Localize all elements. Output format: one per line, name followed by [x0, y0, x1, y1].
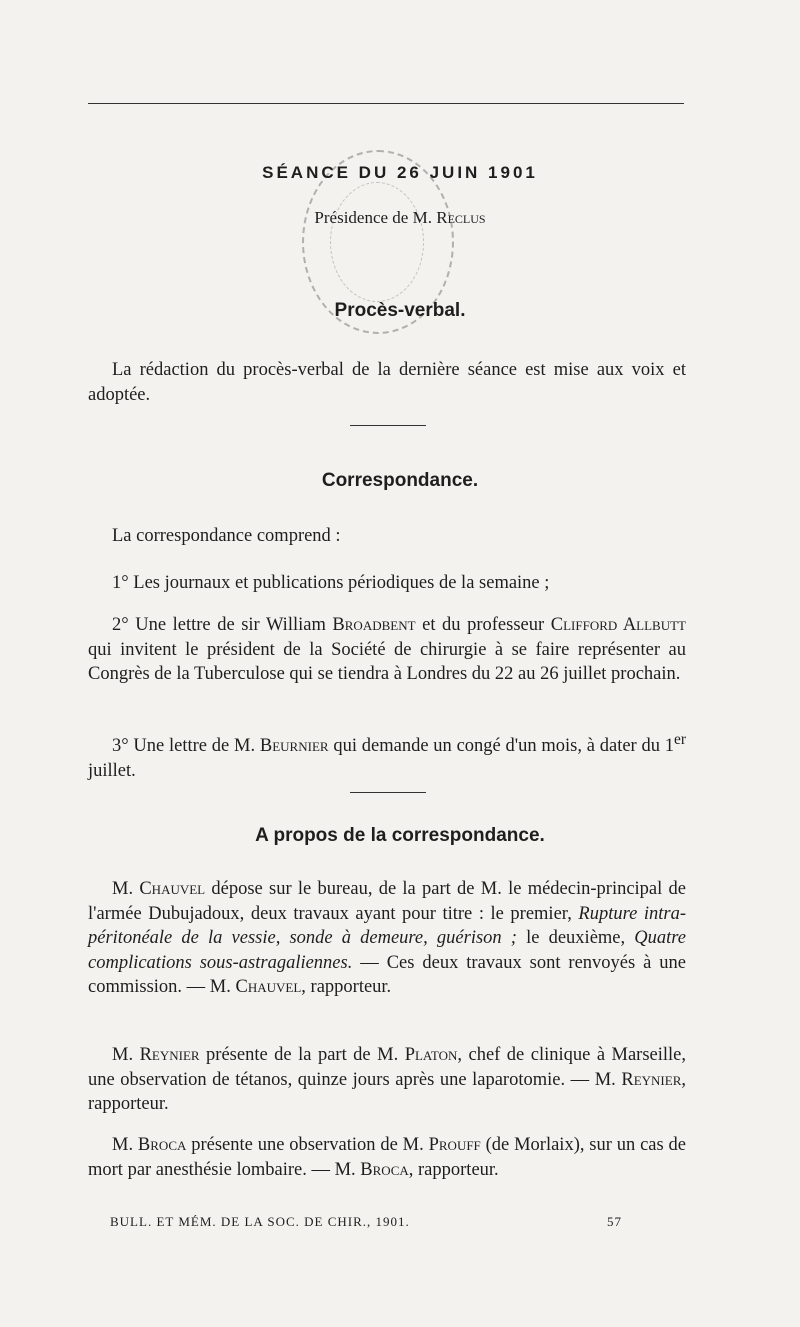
correspondance-item-3	[88, 728, 686, 783]
correspondance-item-1: 1° Les journaux et publications périodiques de la semaine ;	[112, 573, 550, 593]
p1-title-1: Rupture intra-péritonéale de la vessie, sonde à demeure, guérison ;	[88, 903, 686, 948]
p1-name-chauvel: Chauvel	[139, 879, 206, 899]
p1-title-2: Quatre complications sous-astragaliennes.	[88, 928, 687, 973]
p2-name-reynier-2: Reynier	[621, 1069, 682, 1090]
p1-text-c: le deuxième,	[516, 928, 635, 948]
p1-text-a: M.	[112, 879, 140, 899]
correspondance-item-2	[88, 613, 686, 687]
p2-name-reynier: Reynier	[139, 1045, 200, 1065]
p2-name-platon: Platon	[404, 1045, 458, 1065]
p2-text-c: , chef de clinique à Marseille, une observation de tétanos, quinze jours après une laparotomie. — M.	[88, 1045, 687, 1090]
p3-text-d: , rapporteur.	[408, 1159, 499, 1180]
item3-text-b: qui demande un congé d'un mois, à dater du 1	[328, 736, 675, 757]
page-number: 57	[607, 1214, 622, 1229]
section-divider	[350, 425, 426, 426]
heading-proces-verbal: Procès-verbal.	[334, 300, 466, 321]
p3-text-b: présente une observation de M.	[186, 1135, 429, 1155]
p3-name-broca-2: Broca	[360, 1159, 409, 1180]
session-title: SÉANCE DU 26 JUIN 1901	[262, 163, 538, 182]
item2-name-allbutt: Clifford Allbutt	[550, 615, 687, 635]
presidency-line	[0, 208, 800, 228]
p1-name-chauvel-2: Chauvel	[235, 977, 302, 997]
item2-text-c: qui invitent le président de la Société de chirurgie à se faire représenter au Congrès de la Tuberculose qui se tiendra à Londres du 22 au 26 juillet prochain.	[88, 639, 686, 684]
p2-text-d: , rapporteur.	[88, 1069, 686, 1114]
p2-text-a: M.	[112, 1045, 140, 1065]
p1-text-e: , rapporteur.	[301, 977, 392, 997]
item3-text-a: 3° Une lettre de M.	[112, 736, 260, 757]
library-stamp-inner-ring	[330, 182, 424, 302]
item3-superscript: er	[674, 731, 686, 748]
president-name: Reclus	[436, 208, 486, 227]
item3-text-c: juillet.	[88, 760, 136, 781]
item2-name-broadbent: Broadbent	[332, 615, 416, 635]
journal-reference: BULL. ET MÉM. DE LA SOC. DE CHIR., 1901.	[110, 1214, 410, 1229]
heading-correspondance: Correspondance.	[321, 470, 479, 491]
item2-text-b: et du professeur	[415, 615, 551, 635]
heading-a-propos: A propos de la correspondance.	[255, 825, 545, 846]
p3-text-a: M.	[112, 1135, 138, 1155]
p2-text-b: présente de la part de M.	[199, 1045, 405, 1065]
p3-name-broca: Broca	[137, 1135, 187, 1155]
p3-text-c: (de Morlaix), sur un cas de mort par anesthésie lombaire. — M.	[88, 1135, 687, 1180]
presidency-prefix: Présidence de M.	[314, 208, 432, 227]
item3-name-beurnier: Beurnier	[259, 736, 329, 757]
section-divider-2	[350, 792, 426, 793]
p3-name-prouff: Prouff	[428, 1135, 481, 1155]
top-rule	[88, 103, 684, 104]
proces-verbal-text: La rédaction du procès-verbal de la dernière séance est mise aux voix et adoptée.	[88, 360, 686, 405]
a-propos-paragraph-1	[88, 877, 686, 1000]
a-propos-paragraph-2	[88, 1043, 686, 1117]
p1-text-d: — Ces deux travaux sont renvoyés à une commission. — M.	[88, 952, 686, 997]
a-propos-paragraph-3	[88, 1133, 686, 1182]
correspondance-intro: La correspondance comprend :	[112, 526, 341, 546]
p1-text-b: dépose sur le bureau, de la part de M. le médecin-principal de l'armée Dubujadoux, deux travaux ayant pour titre : le premier,	[88, 879, 687, 924]
item2-text-a: 2° Une lettre de sir William	[112, 615, 333, 635]
